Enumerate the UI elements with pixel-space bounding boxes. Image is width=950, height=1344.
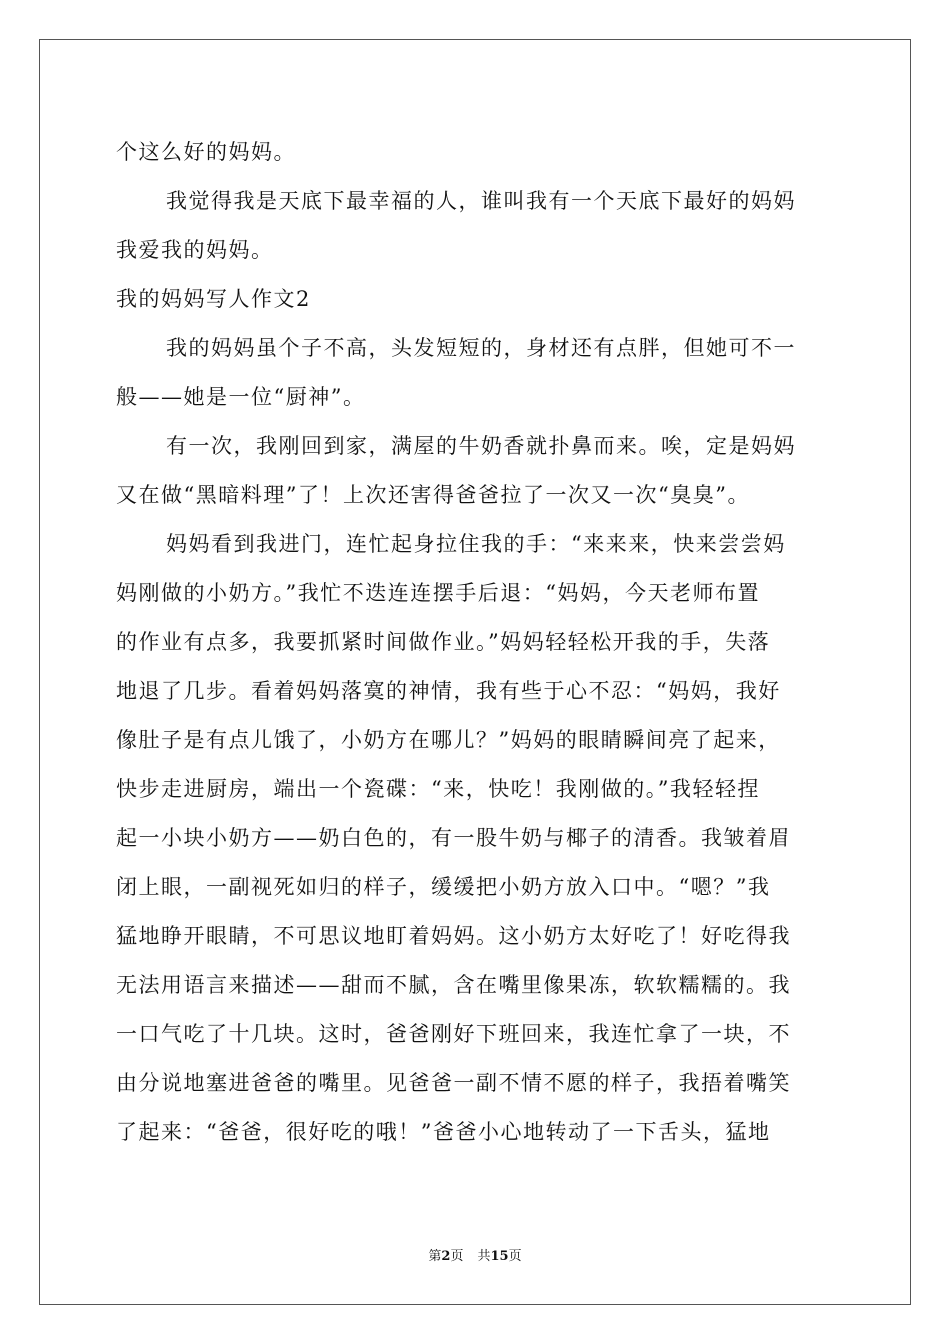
text-line: 的作业有点多，我要抓紧时间做作业。”妈妈轻轻松开我的手，失落 — [116, 630, 771, 654]
text-line: 像肚子是有点儿饿了，小奶方在哪儿？”妈妈的眼睛瞬间亮了起来， — [116, 728, 781, 752]
paragraph-line: 有一次，我刚回到家，满屋的牛奶香就扑鼻而来。唉，定是妈妈 — [166, 434, 796, 458]
text-line: 起一小块小奶方——奶白色的，有一股牛奶与椰子的清香。我皱着眉 — [116, 826, 791, 850]
total-prefix: 共 — [477, 1249, 491, 1264]
current-page-number: 2 — [441, 1249, 451, 1264]
total-suffix: 页 — [508, 1249, 522, 1264]
text-line: 了起来：“爸爸，很好吃的哦！”爸爸小心地转动了一下舌头，猛地 — [116, 1120, 771, 1144]
page-suffix: 页 — [450, 1249, 464, 1264]
text-line: 又在做“黑暗料理”了！上次还害得爸爸拉了一次又一次“臭臭”。 — [116, 483, 750, 507]
text-line: 快步走进厨房，端出一个瓷碟：“来，快吃！我刚做的。”我轻轻捏 — [116, 777, 760, 801]
text-line: 妈刚做的小奶方。”我忙不迭连连摆手后退：“妈妈，今天老师布置 — [116, 581, 760, 605]
section-title: 我的妈妈写人作文2 — [116, 287, 311, 311]
text-line: 地退了几步。看着妈妈落寞的神情，我有些于心不忍：“妈妈，我好 — [116, 679, 781, 703]
text-line: 闭上眼，一副视死如归的样子，缓缓把小奶方放入口中。“嗯？”我 — [116, 875, 771, 899]
paragraph-line: 我的妈妈虽个子不高，头发短短的，身材还有点胖，但她可不一 — [166, 336, 796, 360]
text-line: 我爱我的妈妈。 — [116, 238, 274, 262]
text-line: 无法用语言来描述——甜而不腻，含在嘴里像果冻，软软糯糯的。我 — [116, 973, 791, 997]
paragraph-line: 我觉得我是天底下最幸福的人，谁叫我有一个天底下最好的妈妈 — [166, 189, 796, 213]
paragraph-line: 妈妈看到我进门，连忙起身拉住我的手：“来来来，快来尝尝妈 — [166, 532, 786, 556]
document-body — [116, 128, 832, 1157]
text-line: 由分说地塞进爸爸的嘴里。见爸爸一副不情不愿的样子，我捂着嘴笑 — [116, 1071, 791, 1095]
total-page-count: 15 — [490, 1249, 509, 1264]
page-footer — [0, 1245, 950, 1264]
text-line: 猛地睁开眼睛，不可思议地盯着妈妈。这小奶方太好吃了！好吃得我 — [116, 924, 791, 948]
text-line: 一口气吃了十几块。这时，爸爸刚好下班回来，我连忙拿了一块，不 — [116, 1022, 791, 1046]
page-prefix: 第 — [428, 1249, 442, 1264]
text-line: 个这么好的妈妈。 — [116, 140, 296, 164]
text-line: 般——她是一位“厨神”。 — [116, 385, 366, 409]
